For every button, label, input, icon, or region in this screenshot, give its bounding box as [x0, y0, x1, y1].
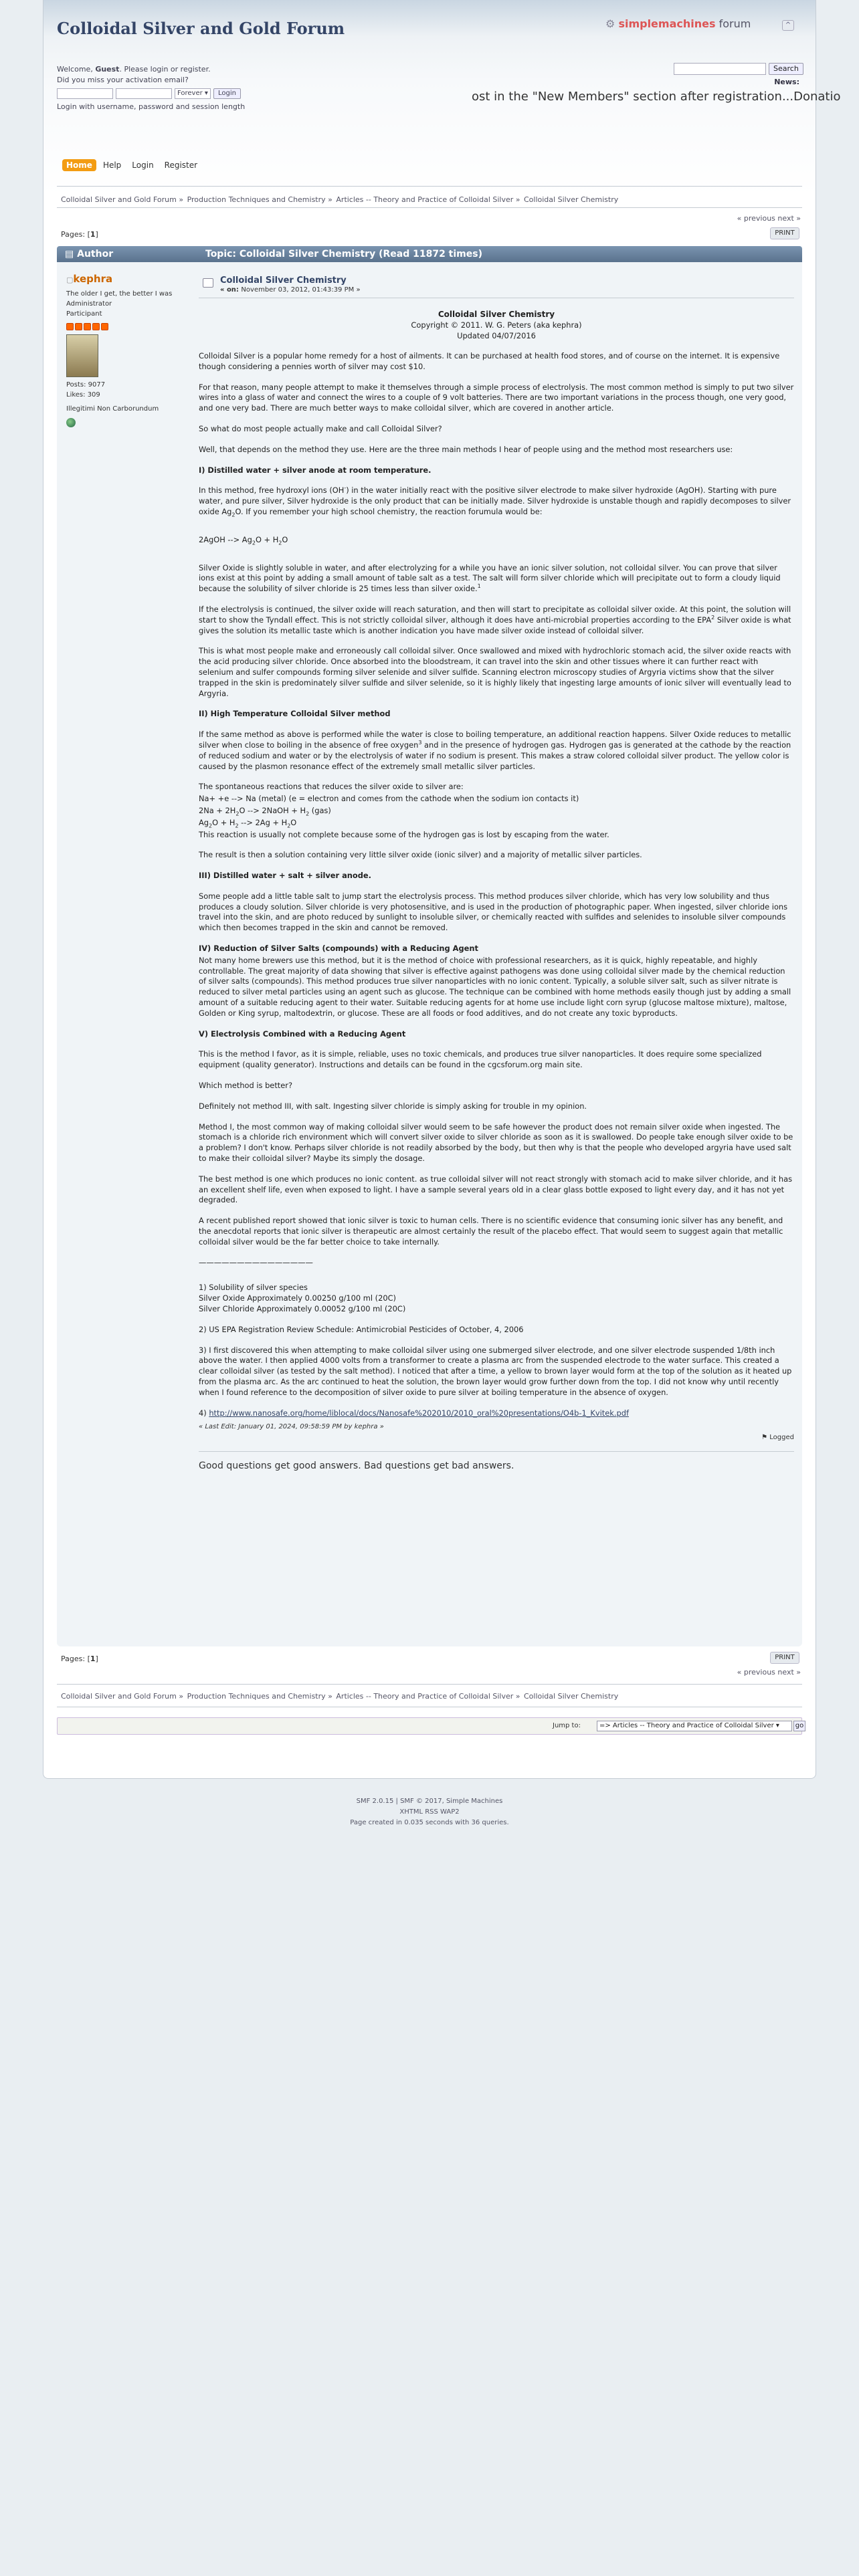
paragraph: For that reason, many people attempt to make it themselves through a simple process of electrolysis. The most common method is simply to put two silver wires into a glass of water and connect the wires to a couple of 9 volt batteries. There are two important variations in the process though, one very good, and one very bad. There are much better ways to make colloidal silver, which are covered in another article.: [199, 382, 794, 413]
footer-credits[interactable]: SMF 2.0.15 | SMF © 2017, Simple Machines: [356, 1798, 503, 1805]
paragraph: Silver Oxide is slightly soluble in water, and after electrolyzing for a while you have an ionic silver solution, not colloidal silver. You can prove that silver ions exist at this point by adding a small amount of table salt as a test. The salt will form silver chloride which will precipitate out to form a cloudy liquid because the solubility of silver chloride is 25 times less than silver oxide.$^1$: [199, 562, 781, 594]
breadcrumb-item[interactable]: Colloidal Silver and Gold Forum »: [61, 1692, 184, 1701]
star-icon: [101, 323, 108, 330]
news-ticker: ost in the "New Members" section after registration...Donatio: [472, 90, 841, 104]
website-globe-icon[interactable]: [66, 418, 76, 427]
activation-link[interactable]: Did you miss your activation email?: [57, 76, 189, 84]
main-menu: [62, 159, 201, 171]
poster-name[interactable]: ▢kephra: [66, 273, 113, 285]
paragraph: The result is then a solution containing very little silver oxide (ionic silver) and a majority of metallic silver particles.: [199, 850, 642, 860]
paragraph: If the same method as above is performed while the water is close to boiling temperature, an additional reaction happens. Silver Oxide reduces to metallic silver when close to boiling in the absence of free oxygen$^3$ and in the presence of hydrogen gas. Hydrogen gas is generated at the cathode by the reaction of reduced sodium and water or by the electrolysis of water if no sodium is present. This makes a straw colored colloidal silver product. The yellow color is caused by the plasmon resonance effect of the extremely small metallic silver particles.: [199, 730, 791, 771]
star-icon: [66, 323, 74, 330]
paragraph: Which method is better?: [199, 1081, 292, 1091]
paragraph: This is the method I favor, as it is simple, reliable, uses no toxic chemicals, and produces true silver nanoparticles. It does require some specialized equipment (quality generator). Instructions and details can be found in the cgcsforum.org main site.: [199, 1049, 762, 1070]
separator: ———————————————: [199, 1257, 313, 1267]
logged-indicator: ⚑ Logged: [761, 1434, 794, 1442]
article-updated: Updated 04/07/2016: [457, 331, 536, 340]
topic-header-bar: [57, 246, 802, 262]
poster-posts: Posts: 9077: [66, 381, 106, 389]
reaction: $2Na + 2H_2O$ --> 2NaOH + $H_2$ (gas): [199, 805, 331, 817]
breadcrumb: [61, 195, 619, 204]
menu-register[interactable]: Register: [164, 160, 198, 170]
smf-logo-machines: machines: [658, 17, 716, 30]
post-content: [199, 298, 794, 1472]
paragraph: A recent published report showed that ionic silver is toxic to human cells. There is no scientific evidence that consuming ionic silver has any benefit, and the anecdotal reports that ionic silver is therapeutic are almost certainly the result of the placebo effect. That would seem to suggest again that metallic colloidal silver would be the far better choice to take internally.: [199, 1216, 783, 1247]
poster-info: [66, 274, 191, 427]
pagination: Pages: [1]: [61, 1654, 98, 1663]
page-wrapper: [43, 0, 841, 1779]
menu-home[interactable]: Home: [62, 159, 96, 171]
last-edit: « Last Edit: January 01, 2024, 09:58:59 PM by kephra »: [199, 1423, 384, 1431]
star-icon: [92, 323, 100, 330]
paragraph: Not many home brewers use this method, but it is the method of choice with professional researchers, as it is quick, highly repeatable, and highly controllable. The great majority of data showing that silver is effective against pathogens was done using colloidal silver made by the chemical reduction of silver salts (compounds). This method produces true silver nanoparticles with no ionic content. Typically, a soluble silver salt, such as silver nitrate is reduced to silver metal particles using an agent such as glucose. The technique can be combined with home methods easily though just by adding a small amount of a suitable reducing agent to their water. Suitable reducing agents for at home use include light corn syrup (glucose maltose mixture), maltose, Golden or King syrup, maltodextrin, or glucose. These are all foods or food additives, and do not create any toxic byproducts.: [199, 955, 791, 1018]
article-title: Colloidal Silver Chemistry: [438, 310, 555, 319]
smf-logo-forum: forum: [715, 17, 751, 30]
star-icon: [75, 323, 82, 330]
breadcrumb-item[interactable]: Articles -- Theory and Practice of Colloidal Silver »: [336, 1692, 520, 1701]
print-button[interactable]: PRINT: [770, 227, 799, 239]
paragraph: This is what most people make and erroneously call colloidal silver. Once swallowed and mixed with hydrochloric stomach acid, the silver oxide reacts with the acid producing silver chloride. Once absorbed into the bloodstream, it can travel into the skin and other tissues where it can further react with selenium and sulfer compounds forming silver selenide and silver sulfide. Scanning electron microscopy studies of Argyria victims show that the silver trapped in the skin is predominately silver sulfide and silver selenide, so it is highly likely that ingesting large amounts of ionic silver will eventually lead to Argyria.: [199, 646, 791, 698]
section-heading: IV) Reduction of Silver Salts (compounds) with a Reducing Agent: [199, 944, 478, 954]
search-form: [674, 63, 803, 75]
divider: [57, 207, 802, 208]
article-header: [199, 309, 794, 341]
page-number[interactable]: 1: [90, 230, 96, 239]
news-label: News:: [774, 78, 799, 86]
poster-membergroup: Participant: [66, 310, 102, 318]
login-form: [57, 88, 245, 99]
divider: [57, 1684, 802, 1685]
message-icon: [203, 278, 213, 288]
footnote: 1) Solubility of silver species: [199, 1283, 308, 1293]
breadcrumb-item[interactable]: Articles -- Theory and Practice of Colloidal Silver »: [336, 195, 520, 204]
welcome-line: Welcome, Guest. Please login or register.: [57, 65, 211, 74]
paragraph: Colloidal Silver is a popular home remedy for a host of ailments. It can be purchased at health food stores, and of course on the internet. It is expensive though considering a pennies worth of silver may cost $10.: [199, 351, 780, 371]
footnote: Silver Oxide Approximately 0.00250 g/100 ml (20C): [199, 1293, 396, 1303]
pagination: Pages: [1]: [61, 230, 98, 239]
paragraph: Definitely not method III, with salt. Ingesting silver chloride is simply asking for trouble in my opinion.: [199, 1101, 587, 1111]
poster-title: The older I get, the better I was: [66, 290, 173, 298]
post-body: [199, 274, 794, 1472]
breadcrumb-item[interactable]: Production Techniques and Chemistry »: [187, 1692, 332, 1701]
star-icon: [84, 323, 91, 330]
session-length-select[interactable]: Forever ▾: [175, 88, 211, 99]
paragraph: Well, that depends on the method they use. Here are the three main methods I hear of people using and the method most researchers use:: [199, 444, 733, 454]
print-button[interactable]: PRINT: [770, 1652, 799, 1664]
jump-to-select[interactable]: => Articles -- Theory and Practice of Colloidal Silver ▾: [597, 1721, 792, 1731]
footer: [0, 1796, 859, 1828]
search-button[interactable]: Search: [769, 63, 803, 75]
login-register-links[interactable]: . Please login or register.: [119, 65, 211, 74]
jump-go-button[interactable]: go: [793, 1721, 805, 1731]
prev-next-links[interactable]: « previous next »: [737, 1668, 801, 1677]
ip-icon: ⚑: [761, 1434, 770, 1442]
footer-stats: Page created in 0.035 seconds with 36 queries.: [350, 1819, 509, 1826]
poster-group: Administrator: [66, 300, 112, 308]
author-column-label: ▤ Author: [65, 249, 114, 259]
section-heading: I) Distilled water + silver anode at room temperature.: [199, 465, 432, 475]
paragraph: If the electrolysis is continued, the silver oxide will reach saturation, and then will start to precipitate as colloidal silver oxide. At this point, the solution will start to show the Tyndall effect. This is not strictly colloidal silver, although it does have anti-microbial properties according to the EPA$^2$ Silver oxide is what gives the solution its metallic taste which is another indication you have made silver oxide instead of colloidal silver.: [199, 604, 791, 635]
forum-title[interactable]: Colloidal Silver and Gold Forum: [57, 19, 345, 38]
rank-stars: [66, 323, 191, 330]
smf-logo-gear-icon: ⚙: [605, 17, 615, 30]
author-icon: ▤: [65, 249, 78, 259]
logged-row: [199, 1432, 794, 1440]
divider: [57, 186, 802, 187]
footnote-link[interactable]: http://www.nanosafe.org/home/liblocal/docs/Nanosafe%202010/2010_oral%20presentations/O4b-1_Kvitek.pdf: [209, 1408, 629, 1418]
username-input[interactable]: [57, 88, 113, 99]
login-button[interactable]: Login: [213, 88, 241, 99]
signature: Good questions get good answers. Bad questions get bad answers.: [199, 1451, 794, 1472]
paragraph: In this method, free hydroxyl ions (OH-) in the water initially react with the positive silver electrode to make silver hydroxide (AgOH). Starting with pure water, and pure silver, Silver hydroxide is the only product that can be initially made. Silver hydroxide is unstable though and rapidly decomposes to silver oxide $Ag_2O$. If you remember your high school chemistry, the reaction forumula would be:: [199, 485, 791, 518]
paragraph: The spontaneous reactions that reduces the silver oxide to silver are:: [199, 782, 464, 792]
upshrink-toggle-icon[interactable]: ^: [782, 20, 794, 31]
breadcrumb-item[interactable]: Colloidal Silver and Gold Forum »: [61, 195, 184, 204]
jump-to-bar: [57, 1717, 802, 1735]
jump-to-label: Jump to:: [553, 1722, 581, 1729]
offline-icon: ▢: [66, 276, 74, 284]
section-heading: III) Distilled water + salt + silver anode.: [199, 871, 371, 881]
poster-likes: Likes: 309: [66, 391, 100, 399]
paragraph: So what do most people actually make and call Colloidal Silver?: [199, 423, 442, 433]
footnote: 4) http://www.nanosafe.org/home/liblocal/docs/Nanosafe%202010/2010_oral%20presentations/O4b-1_Kvitek.pdf: [199, 1408, 629, 1418]
post-subject[interactable]: Colloidal Silver Chemistry: [220, 276, 347, 286]
avatar: [66, 334, 98, 377]
page-number[interactable]: 1: [90, 1654, 96, 1663]
breadcrumb-item[interactable]: Production Techniques and Chemistry »: [187, 195, 332, 204]
reaction: $Ag_2O + H_2$ --> $2Ag + H_2O$: [199, 817, 297, 829]
footer-links[interactable]: XHTML RSS WAP2: [399, 1808, 460, 1816]
section-heading: II) High Temperature Colloidal Silver method: [199, 709, 391, 719]
smf-logo-simple: simple: [618, 17, 658, 30]
menu-help[interactable]: Help: [102, 160, 122, 170]
user-area: [57, 64, 245, 112]
topic-title: Topic: Colloidal Silver Chemistry (Read 11872 times): [205, 249, 482, 259]
paragraph: The best method is one which produces no ionic content. as true colloidal silver will not react strongly with stomach acid to make silver chloride, and it has an excellent shelf life, even when exposed to light. I have a sample several years old in a clear glass bottle exposed to light every day, and it has not yet degraded.: [199, 1174, 793, 1205]
smf-logo: [605, 17, 751, 30]
footnote: 2) US EPA Registration Review Schedule: Antimicrobial Pesticides of October, 4, 2006: [199, 1324, 524, 1334]
prev-next-links[interactable]: « previous next »: [737, 214, 801, 223]
breadcrumb: [61, 1692, 619, 1701]
search-input[interactable]: [674, 63, 766, 75]
section-heading: V) Electrolysis Combined with a Reducing Agent: [199, 1029, 406, 1039]
menu-login[interactable]: Login: [132, 160, 154, 170]
login-hint: Login with username, password and session length: [57, 102, 246, 111]
header: [43, 0, 841, 195]
breadcrumb-item[interactable]: Colloidal Silver Chemistry: [524, 1692, 619, 1701]
reaction: Na+ +e --> Na (metal) (e = electron and comes from the cathode when the sodium ion contacts it): [199, 794, 579, 804]
paragraph: This reaction is usually not complete because some of the hydrogen gas is lost by escaping from the water.: [199, 829, 609, 839]
paragraph: Some people add a little table salt to jump start the electrolysis process. This method produces silver chloride, which has very low solubility and thus produces a cloudy solution. Silver chloride is very photosensitive, and is used in the production of photographic paper. When ingested, silver chloride ions travel into the skin, and are photo reduced by sunlight to insoluble silver, or chemically reacted with sulfides and selenides to insoluble silver compounds which then becomes trapped in the skin and cannot be removed.: [199, 891, 788, 933]
post: [57, 262, 802, 1646]
footnote: 3) I first discovered this when attempting to make colloidal silver using one submerged silver electrode, and one silver electrode suspended 1/8th inch above the water. I then applied 4000 volts from a transformer to create a plasma arc from the suspended electrode to the water surface. This created a clear colloidal silver (as tested by the salt method). I noticed that after a time, a yellow to brown layer would form at the top of the solution as it heated up from the plasma arc. As the arc continued to heat the solution, the brown layer would grow further down from the top. I did not know why until recently when I found reference to the decomposition of silver oxide to pure silver at boiling temperature in the absence of oxygen.: [199, 1345, 792, 1397]
post-date: « on: November 03, 2012, 01:43:39 PM »: [220, 286, 361, 294]
footnote: Silver Chloride Approximately 0.00052 g/100 ml (20C): [199, 1304, 406, 1313]
password-input[interactable]: [116, 88, 172, 99]
breadcrumb-item[interactable]: Colloidal Silver Chemistry: [524, 195, 619, 204]
paragraph: Method I, the most common way of making colloidal silver would seem to be safe however the product does not remain silver oxide when ingested. The stomach is a chloride rich environment which will convert silver oxide to silver chloride as soon as it is swallowed. Do people take enough silver oxide to be a problem? I don't know. Perhaps silver chloride is not readily absorbed by the body, but then why is that the people who developed argyria have used salt to make their colloidal silver? Maybe its simply the dosage.: [199, 1121, 793, 1164]
article-copyright: Copyright © 2011. W. G. Peters (aka kephra): [411, 320, 582, 330]
equation: 2AgOH --> $Ag_2O + H_2O$: [199, 534, 288, 546]
post-header: [199, 274, 794, 298]
poster-blurb: Illegitimi Non Carborundum: [66, 405, 159, 413]
guest-label: Guest: [95, 65, 120, 74]
